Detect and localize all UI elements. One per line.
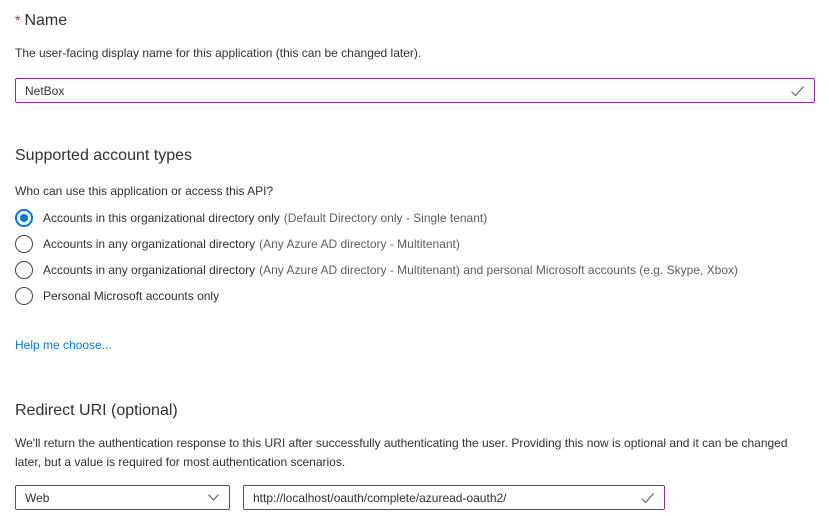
checkmark-icon xyxy=(790,85,805,97)
account-types-question: Who can use this application or access this API? xyxy=(15,184,274,198)
redirect-uri-description: We'll return the authentication response to this URI after successfully authenticating the user. Providing this now is optional and it can be changed later, but a value is required for most authentication scenarios. xyxy=(15,436,788,469)
chevron-down-icon xyxy=(207,493,220,502)
name-input[interactable] xyxy=(25,84,782,98)
account-type-option-single-tenant[interactable] xyxy=(15,209,815,227)
account-type-option-personal-only[interactable] xyxy=(15,287,815,305)
account-type-option-multitenant[interactable] xyxy=(15,235,815,253)
account-types-radio-group xyxy=(15,209,815,305)
option-label: Accounts in any organizational directory xyxy=(43,263,256,277)
required-marker: * xyxy=(15,12,21,28)
option-label: Personal Microsoft accounts only xyxy=(43,289,220,303)
option-detail: (Any Azure AD directory - Multitenant) xyxy=(259,237,460,251)
radio-button-icon[interactable] xyxy=(15,261,33,279)
radio-button-icon[interactable] xyxy=(15,235,33,253)
redirect-uri-input-container xyxy=(243,485,665,510)
platform-select-dropdown[interactable] xyxy=(15,485,230,510)
name-section-title xyxy=(15,10,815,31)
checkmark-icon xyxy=(640,492,655,504)
platform-selected-value: Web xyxy=(25,490,50,505)
option-detail: (Default Directory only - Single tenant) xyxy=(283,211,488,225)
option-label: Accounts in this organizational directory only xyxy=(43,211,280,225)
redirect-uri-input[interactable] xyxy=(253,491,632,505)
option-detail: (Any Azure AD directory - Multitenant) and personal Microsoft accounts (e.g. Skype, Xbox) xyxy=(259,263,739,277)
name-input-container xyxy=(15,78,815,103)
redirect-uri-row xyxy=(15,485,815,510)
option-label: Accounts in any organizational directory xyxy=(43,237,256,251)
radio-button-icon[interactable] xyxy=(15,209,33,227)
help-me-choose-link[interactable]: Help me choose... xyxy=(15,338,112,352)
account-types-title: Supported account types xyxy=(15,147,193,164)
account-type-option-multitenant-personal[interactable] xyxy=(15,261,815,279)
name-description: The user-facing display name for this application (this can be changed later). xyxy=(15,46,422,60)
redirect-uri-title: Redirect URI (optional) xyxy=(15,402,178,419)
name-label: Name xyxy=(24,12,68,29)
radio-button-icon[interactable] xyxy=(15,287,33,305)
